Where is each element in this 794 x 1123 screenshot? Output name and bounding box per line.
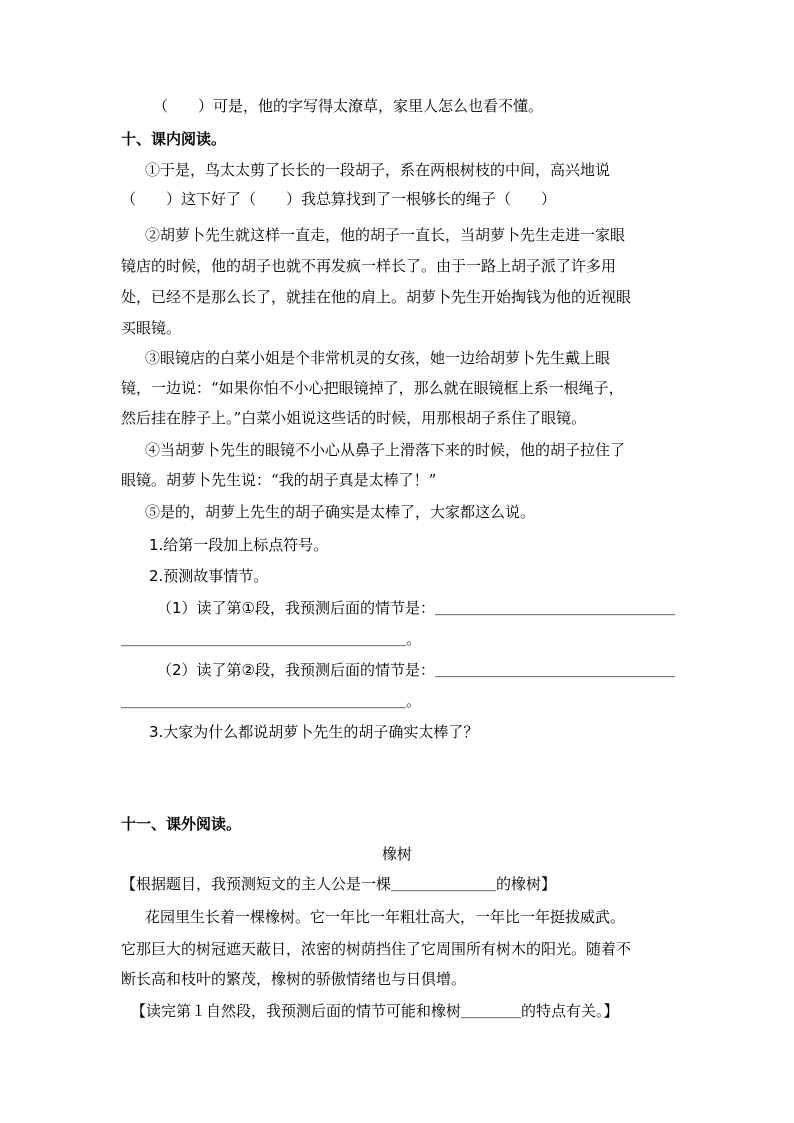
passage-title: 橡树 [381, 845, 412, 863]
paragraph-3-line: 镜，一边说：“如果你怕不小心把眼镜掉了，那么就在眼镜框上系一根绳子， [121, 379, 624, 397]
question-2-1: （1）读了第①段，我预测后面的情节是：＿＿＿＿＿＿＿＿＿＿＿＿＿＿＿＿ [157, 599, 675, 617]
prediction-prompt: 【读完第１自然段，我预测后面的情节可能和橡树＿＿＿＿的特点有关。】 [131, 1002, 619, 1020]
section-heading-11: 十一、课外阅读。 [121, 815, 242, 833]
prediction-prompt: 【根据题目，我预测短文的主人公是一棵＿＿＿＿＿＿＿的橡树】 [121, 875, 557, 893]
question-1: 1.给第一段加上标点符号。 [149, 536, 329, 554]
paragraph-2-line: 镜店的时候，他的胡子也就不再发疯一样长了。由于一路上胡子派了许多用 [121, 257, 617, 275]
question-3: 3.大家为什么都说胡萝卜先生的胡子确实太棒了？ [149, 723, 479, 741]
paragraph-2-line: 处，已经不是那么长了，就挂在他的肩上。胡萝卜先生开始掏钱为他的近视眼 [121, 288, 632, 306]
paragraph-3-line: ③眼镜店的白菜小姐是个非常机灵的女孩，她一边给胡萝卜先生戴上眼 [145, 349, 611, 367]
question-fill-blank: （ ）可是，他的字写得太潦草，家里人怎么也看不懂。 [153, 97, 544, 115]
passage-paragraph-line: 断长高和枝叶的繁茂，橡树的骄傲情绪也与日俱增。 [121, 970, 467, 988]
paragraph-2-line: 买眼镜。 [121, 319, 182, 337]
paragraph-2-line: ②胡萝卜先生就这样一直走，他的胡子一直长，当胡萝卜先生走进一家眼 [145, 226, 626, 244]
answer-line: ＿＿＿＿＿＿＿＿＿＿＿＿＿＿＿＿＿＿＿。 [121, 630, 422, 648]
passage-paragraph-line: 花园里生长着一棵橡树。它一年比一年粗壮高大，一年比一年挺拔威武。 [145, 908, 626, 926]
answer-line: ＿＿＿＿＿＿＿＿＿＿＿＿＿＿＿＿＿＿＿。 [121, 692, 422, 710]
question-2: 2.预测故事情节。 [149, 567, 269, 585]
paragraph-5-line: ⑤是的，胡萝上先生的胡子确实是太棒了，大家都这么说。 [145, 503, 536, 521]
paragraph-1-punctuation-blanks: （ ）这下好了（ ）我总算找到了一根够长的绳子（ ） [121, 190, 557, 208]
paragraph-4-line: 眼镜。胡萝卜先生说：“我的胡子真是太棒了！” [121, 471, 437, 489]
question-2-2: （2）读了第②段，我预测后面的情节是：＿＿＿＿＿＿＿＿＿＿＿＿＿＿＿＿ [157, 661, 675, 679]
paragraph-4-line: ④当胡萝卜先生的眼镜不小心从鼻子上滑落下来的时候，他的胡子拉住了 [145, 441, 626, 459]
paragraph-1-line: ①于是，鸟太太剪了长长的一段胡子，系在两根树枝的中间，高兴地说 [145, 161, 611, 179]
paragraph-3-line: 然后挂在脖子上。”白菜小姐说这些话的时候，用那根胡子系住了眼镜。 [121, 409, 587, 427]
section-heading-10: 十、课内阅读。 [121, 130, 227, 148]
passage-paragraph-line: 它那巨大的树冠遮天蔽日，浓密的树荫挡住了它周围所有树木的阳光。随着不 [121, 940, 632, 958]
